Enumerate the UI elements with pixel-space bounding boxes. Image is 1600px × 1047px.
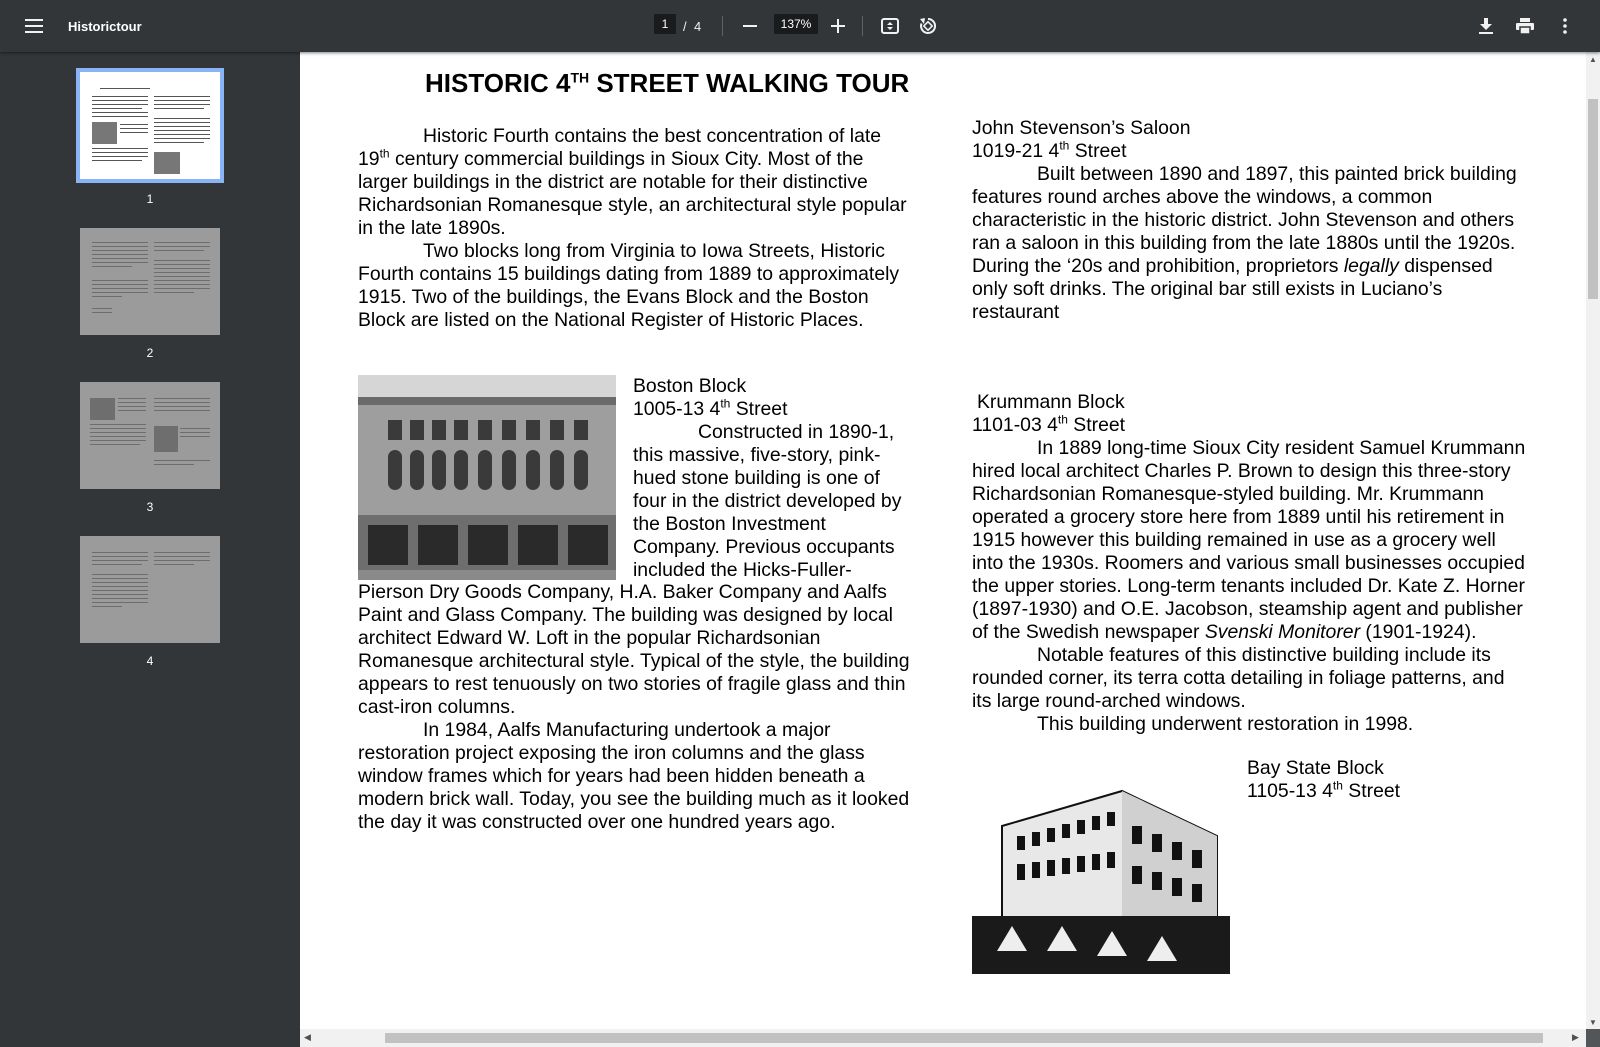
vertical-scroll-thumb[interactable] <box>1588 99 1598 299</box>
page-separator: / <box>683 18 687 34</box>
scroll-up-icon[interactable]: ▲ <box>1589 55 1597 64</box>
boston-block-name: Boston Block <box>633 375 747 397</box>
plus-icon <box>831 19 845 33</box>
horizontal-scrollbar[interactable] <box>300 1029 1586 1047</box>
minus-icon <box>743 19 757 33</box>
thumbnail-label: 3 <box>146 500 154 514</box>
document-viewer[interactable] <box>300 52 1586 1029</box>
download-icon <box>1479 18 1493 34</box>
bay-state-block-address: 1105-13 4th Street <box>1247 778 1401 802</box>
boston-block-address: 1005-13 4th Street <box>633 396 788 420</box>
page-thumbnail-1[interactable] <box>80 72 220 179</box>
saloon-section <box>972 117 1527 324</box>
fit-to-page-button[interactable] <box>878 0 902 52</box>
zoom-level-input[interactable]: 137% <box>774 14 818 34</box>
page-title: HISTORIC 4TH STREET WALKING TOUR <box>425 68 910 98</box>
toolbar-divider <box>862 16 863 36</box>
boston-block-heading <box>633 375 918 582</box>
scroll-left-icon[interactable]: ◀ <box>304 1032 311 1042</box>
page-total: 4 <box>694 18 702 34</box>
download-button[interactable] <box>1474 0 1498 52</box>
fit-page-icon <box>881 17 899 35</box>
boston-block-photo <box>358 375 616 580</box>
thumbnail-sidebar <box>0 52 300 1047</box>
zoom-in-button[interactable] <box>826 0 850 52</box>
saloon-address: 1019-21 4th Street <box>972 138 1127 162</box>
horizontal-scroll-thumb[interactable] <box>385 1033 1543 1043</box>
menu-icon <box>25 19 43 33</box>
scroll-down-icon[interactable]: ▼ <box>1589 1018 1597 1027</box>
page-thumbnail-3[interactable] <box>80 382 220 489</box>
rotate-button[interactable] <box>916 0 940 52</box>
krummann-name: Krummann Block <box>977 391 1125 413</box>
bay-state-block-heading <box>1247 757 1527 803</box>
krummann-address: 1101-03 4th Street <box>972 412 1126 436</box>
saloon-text: Built between 1890 and 1897, this painted brick building features round arches above the windows, a common characteristic in the historic district. John Stevenson and others ran a saloon in this building from the late 1880s until the 1920s. During the ‘20s and prohibition, proprietors legally dispensed only soft drinks. The original bar still exists in Luciano’s restaurant <box>972 163 1517 323</box>
more-vert-icon <box>1563 18 1567 34</box>
menu-button[interactable] <box>18 0 50 52</box>
page-thumbnail-4[interactable] <box>80 536 220 643</box>
bay-state-block-photo <box>972 766 1230 974</box>
page-thumbnail-2[interactable] <box>80 228 220 335</box>
thumbnail-label: 1 <box>146 192 154 206</box>
boston-block-text-top: Constructed in 1890-1, this massive, five-story, pink-hued stone building is one of four in the district developed by the Boston Investment Company. Previous occupants included the Hicks-Fuller- <box>633 421 902 581</box>
thumbnail-label: 2 <box>146 346 154 360</box>
toolbar-divider <box>722 16 723 36</box>
vertical-scrollbar[interactable] <box>1586 52 1600 1029</box>
intro-text: Historic Fourth contains the best concentration of late 19th century commercial buildings in Sioux City. Most of the larger buildings in the district are notable for their distinctive Richardsonian Romanesque style, an architectural style popular in the late 1890s. Two blocks long from Virginia to Iowa Streets, Historic Fourth contains 15 buildings dating from 1889 to approximately 1915. Two of the buildings, the Evans Block and the Boston Block are listed on the National Register of Historic Places. <box>358 125 907 331</box>
page-number-input[interactable]: 1 <box>654 14 676 34</box>
pdf-toolbar <box>0 0 1600 52</box>
more-options-button[interactable] <box>1555 0 1575 52</box>
thumbnail-label: 4 <box>146 654 154 668</box>
saloon-name: John Stevenson’s Saloon <box>972 117 1191 139</box>
zoom-out-button[interactable] <box>738 0 762 52</box>
bay-state-block-name: Bay State Block <box>1247 757 1384 779</box>
boston-block-text: Pierson Dry Goods Company, H.A. Baker Company and Aalfs Paint and Glass Company. The building was designed by local architect Edward W. Loft in the popular Richardsonian Romanesque architectural style. Typical of the style, the building appears to rest tenuously on two stories of fragile glass and thin cast-iron columns. In 1984, Aalfs Manufacturing undertook a major restoration project exposing the iron columns and the glass window frames which for years had been hidden beneath a modern brick wall. Today, you see the building much as it looked the day it was constructed over one hundred years ago. <box>358 581 910 833</box>
print-icon <box>1516 18 1534 34</box>
krummann-text: In 1889 long-time Sioux City resident Samuel Krummann hired local architect Charles P. Brown to design this three-story Richardsonian Romanesque-styled building. Mr. Krummann operated a grocery store here from 1889 until his retirement in 1915 however this building remained in use as a grocery well into the 1930s. Roomers and various small businesses occupied the upper stories. Long-term tenants included Dr. Kate Z. Horner (1897-1930) and O.E. Jacobson, steamship agent and publisher of the Swedish newspaper Svenski Monitorer (1901-1924). <box>972 437 1526 643</box>
rotate-icon <box>919 17 937 35</box>
scroll-right-icon[interactable]: ▶ <box>1572 1032 1579 1042</box>
krummann-section: Krummann Block 1101-03 4th Street In 1889 long-time Sioux City resident Samuel Krummann hired local architect Charles P. Brown to design this three-story Richardsonian Romanesque-styled building. Mr. Krummann operated a grocery store here from 1889 until his retirement in 1915 however this building remained in use as a grocery well into the 1930s. Roomers and various small businesses occupied the upper stories. Long-term tenants included Dr. Kate Z. Horner (1897-1930) and O.E. Jacobson, steamship agent and publisher of the Swedish newspaper Svenski Monitorer (1901-1924). Notable features of this distinctive building include its rounded corner, its terra cotta detailing in foliage patterns, and its large round-arched windows. This building underwent restoration in 1998. <box>972 391 1526 735</box>
print-button[interactable] <box>1513 0 1537 52</box>
document-title: Historictour <box>68 18 142 34</box>
